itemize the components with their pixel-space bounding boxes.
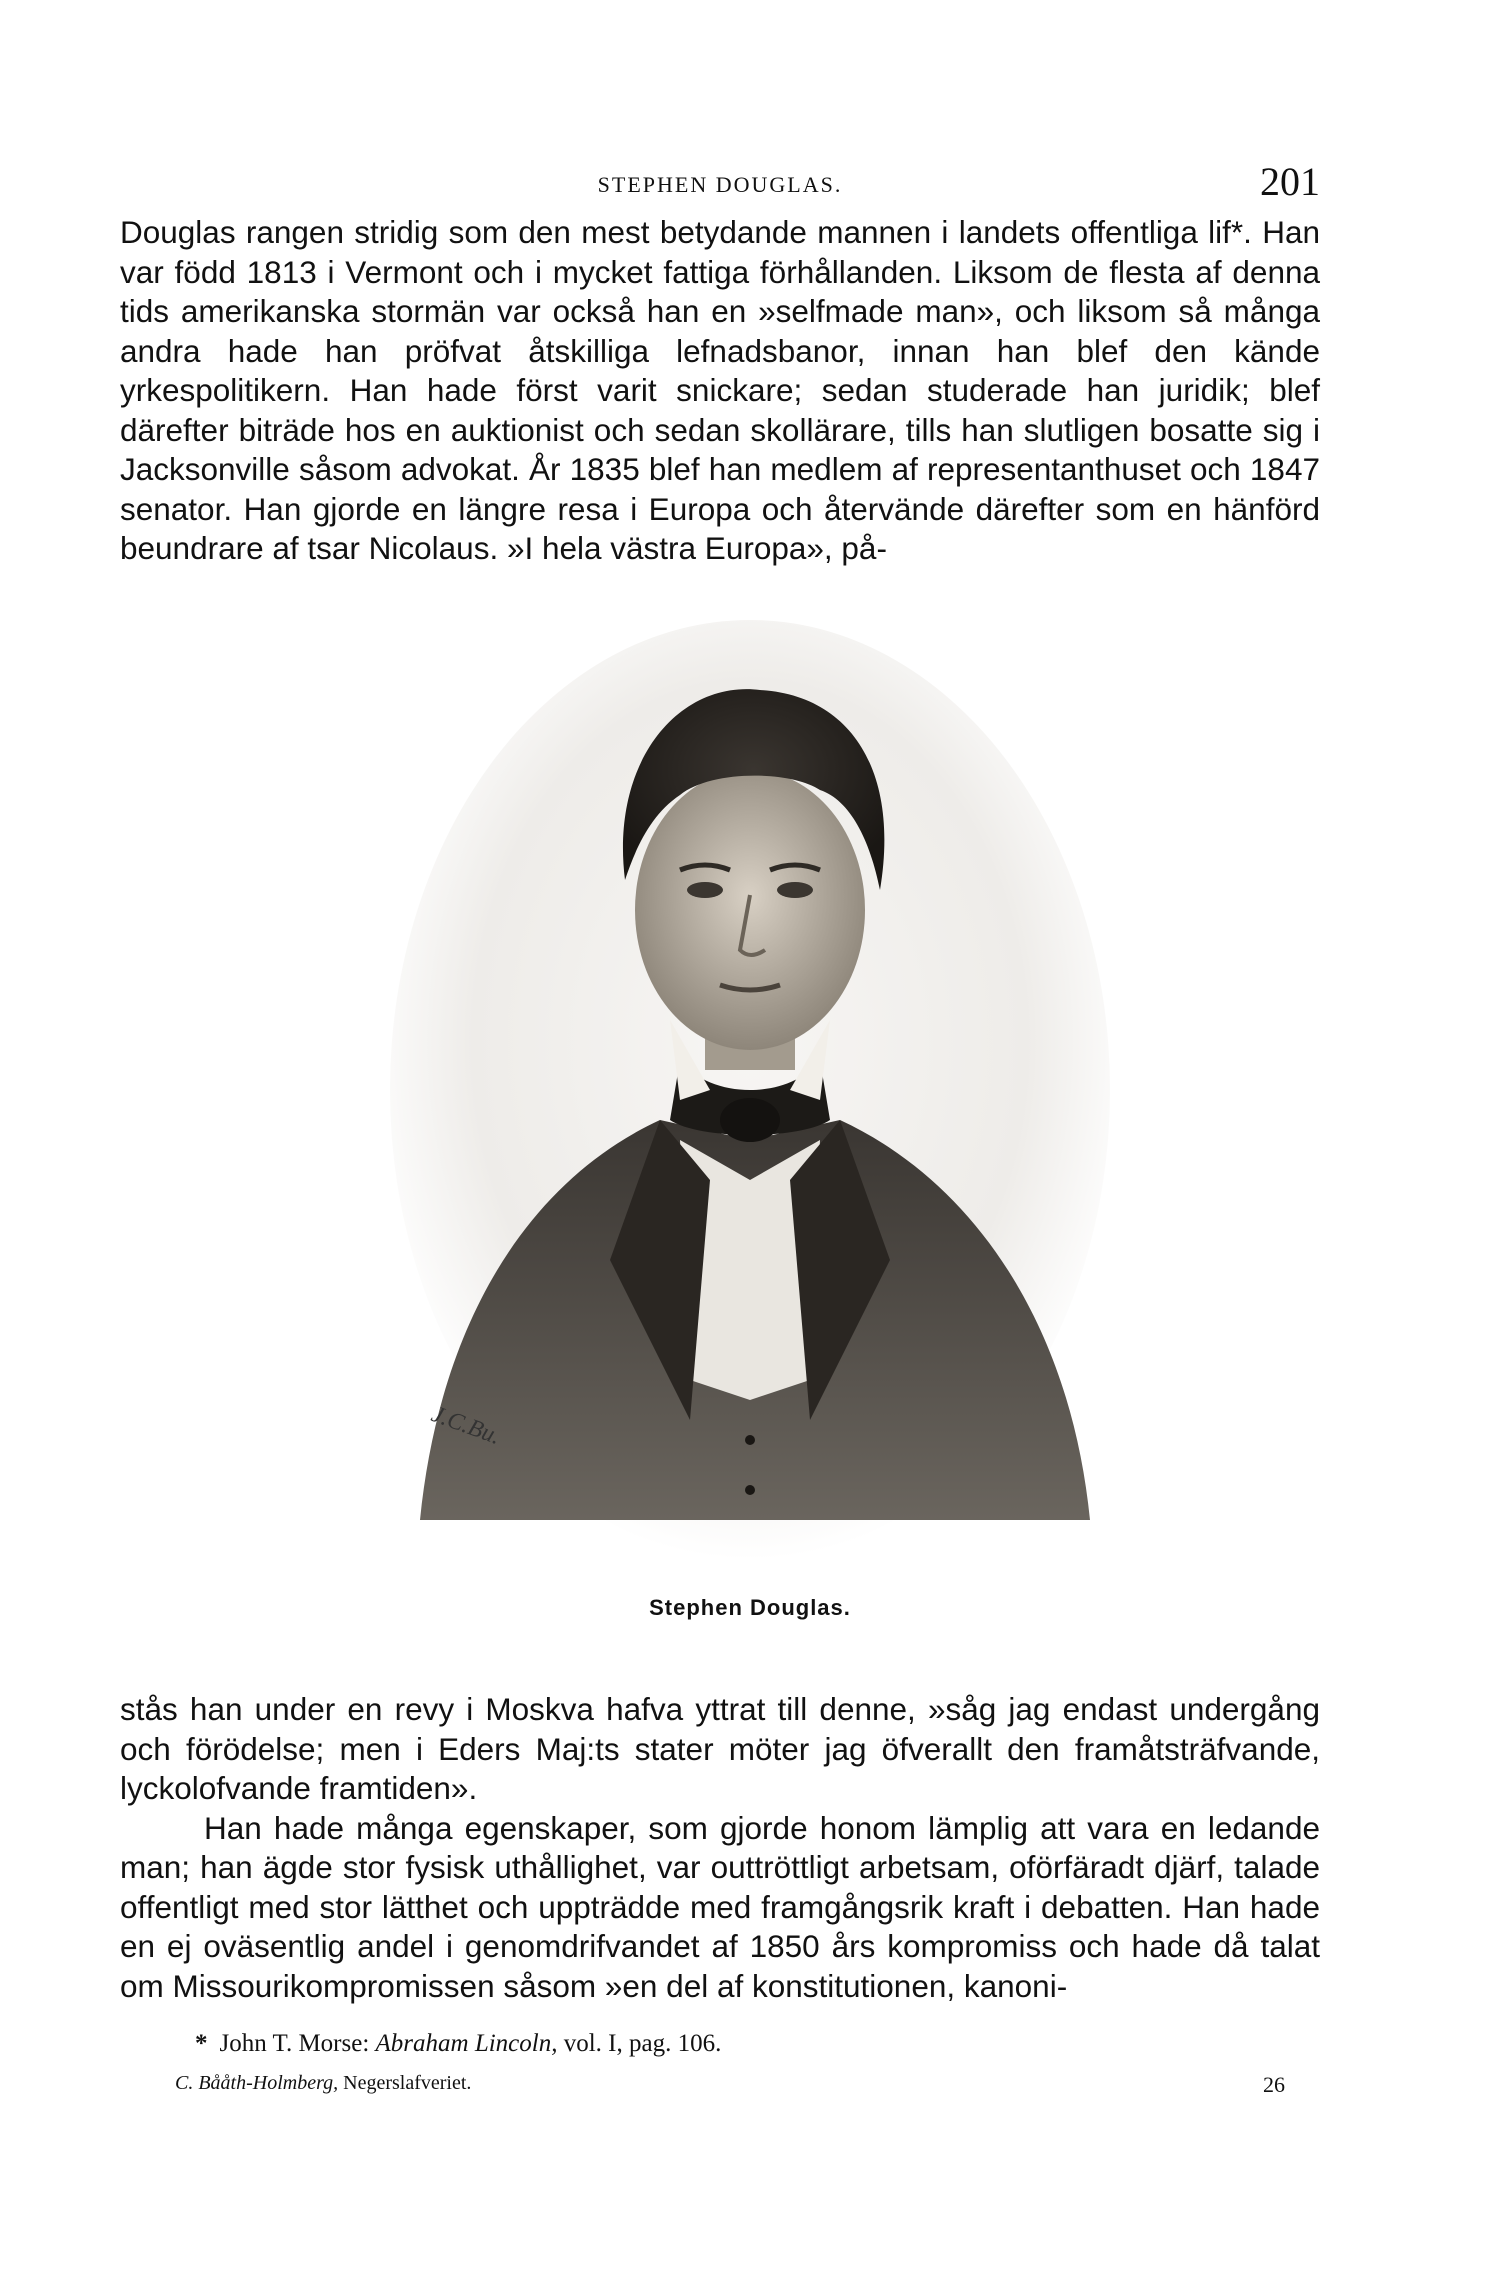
- footnote-marker: *: [195, 2030, 208, 2057]
- signature-left: [175, 2072, 471, 2095]
- figure-caption: Stephen Douglas.: [649, 1595, 851, 1620]
- running-title: STEPHEN DOUGLAS.: [597, 172, 843, 197]
- paragraph: Douglas rangen stridig som den mest betydande mannen i landets offentliga lif*. Han var född 1813 i Vermont och i mycket fattiga förhållanden. Liksom de flesta af denna tids amerikanska stormän var också han en »selfmade man», och liksom så många andra hade han pröfvat åtskilliga lefnadsbanor, innan han blef den kände yrkespolitikern. Han hade först varit snickare; sedan studerade han juridik; blef därefter biträde hos en auktionist och sedan skollärare, tills han slutligen bosatte sig i Jacksonville såsom advokat. År 1835 blef han medlem af representanthuset och 1847 senator. Han gjorde en längre resa i Europa och återvände därefter som en hänförd beundrare af tsar Nicolaus. »I hela västra Europa», på-: [120, 214, 1320, 566]
- signature-work: Negerslafveriet.: [343, 2072, 472, 2094]
- footnote-work: Abraham Lincoln,: [375, 2030, 558, 2057]
- engraver-mark: J.C.Bu.: [427, 1401, 504, 1451]
- page-number: 201: [1260, 159, 1320, 204]
- paragraph: Han hade många egenskaper, som gjorde honom lämplig att vara en ledande man; han ägde stor fysisk uthållighet, var outtröttligt arbetsam, oförfäradt djärf, talade offentligt med stor lätthet och uppträdde med framgångsrik kraft i debatten. Han hade en ej oväsentlig andel i genomdrifvandet af 1850 års kompromiss och hade då talat om Missourikompromissen såsom »en del af konstitutionen, kanoni-: [120, 1809, 1320, 2004]
- signature-author: C. Bååth-Holmberg,: [175, 2072, 339, 2094]
- footnote-author: John T. Morse:: [219, 2030, 370, 2057]
- top-paragraph-block: [120, 213, 1320, 569]
- bottom-paragraph-block: [120, 1690, 1320, 2006]
- paragraph: stås han under en revy i Moskva hafva yttrat till denne, »såg jag endast undergång och förödelse; men i Eders Maj:ts stater möter jag öfverallt den framåtsträfvande, lyckolofvande framtiden».: [120, 1691, 1320, 1806]
- sheet-number: 26: [1263, 2072, 1285, 2097]
- portrait-engraving: [380, 620, 1120, 1585]
- printer-signature: [175, 2072, 1285, 2102]
- footnote: [195, 2030, 1295, 2058]
- running-head: [120, 158, 1320, 208]
- footnote-details: vol. I, pag. 106.: [563, 2030, 722, 2057]
